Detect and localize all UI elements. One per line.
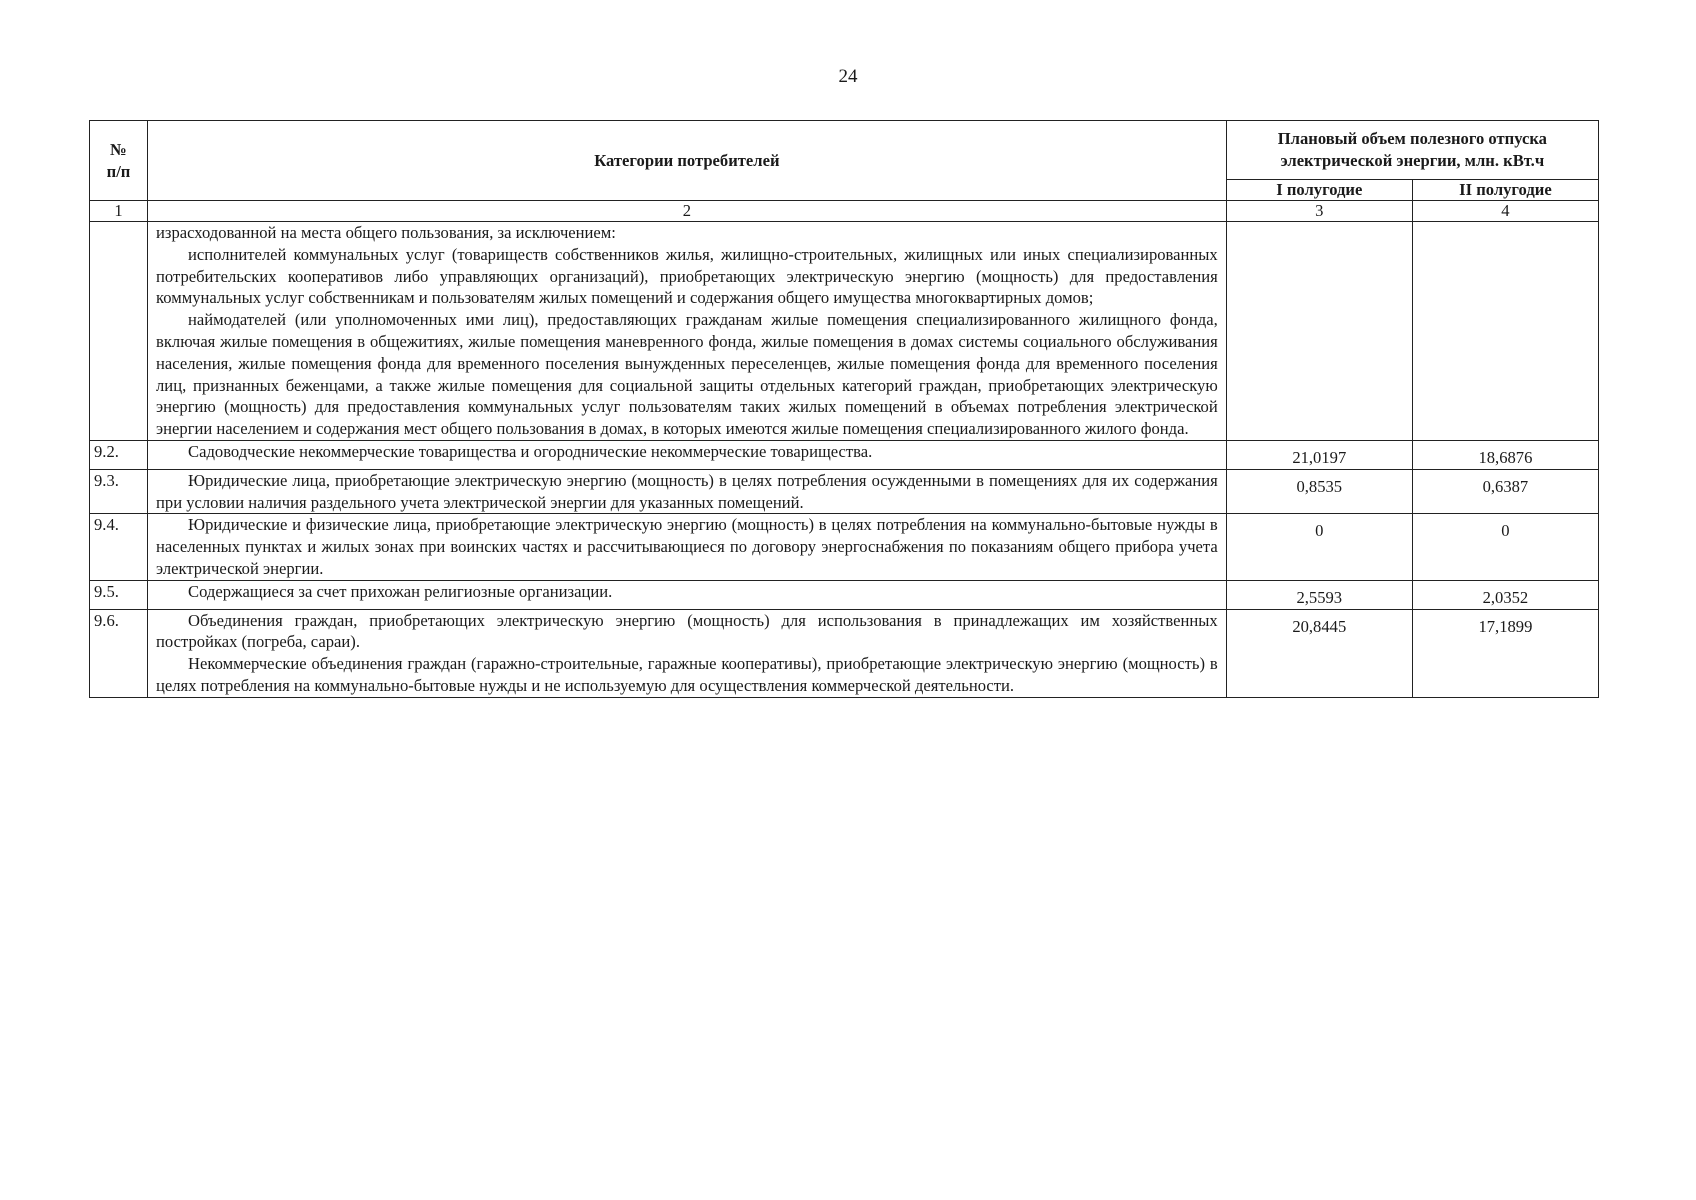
- header-half2-label: II полугодие: [1459, 180, 1552, 199]
- category-paragraph: исполнителей коммунальных услуг (товариществ собственников жилья, жилищно-строительных, жилищных или иных специализированных потребительских кооперативов либо управляющих организаций), приобретающих электрическую энергию (мощность) для предоставления коммунальных услуг собственникам и пользователям жилых помещений и содержания общего имущества многоквартирных домов;: [156, 244, 1218, 308]
- column-index: 3: [1226, 201, 1412, 222]
- row-h2-cell: 0,6387: [1412, 469, 1598, 514]
- row-category-cell: [148, 580, 1227, 609]
- row-h1-cell: 2,5593: [1226, 580, 1412, 609]
- header-half1-label: I полугодие: [1276, 180, 1363, 199]
- header-volume: [1226, 121, 1598, 180]
- table-row-continued: [90, 222, 1599, 441]
- category-paragraph: Садоводческие некоммерческие товарищества и огороднические некоммерческие товарищества.: [188, 441, 873, 461]
- header-category-label: Категории потребителей: [594, 150, 780, 170]
- header-half1: [1226, 180, 1412, 201]
- table-row: [90, 469, 1599, 514]
- row-category-cell: [148, 514, 1227, 580]
- row-h2-cell: 0: [1412, 514, 1598, 580]
- header-half2: [1412, 180, 1598, 201]
- row-h2-cell: [1412, 222, 1598, 441]
- category-paragraph: Некоммерческие объединения граждан (гаражно-строительные, гаражные кооперативы), приобретающие электрическую энергию (мощность) в целях потребления на коммунально-бытовые нужды и не используемую для осуществления коммерческой деятельности.: [156, 654, 1218, 695]
- table-row: [90, 609, 1599, 697]
- category-paragraph: Юридические и физические лица, приобретающие электрическую энергию (мощность) в целях потребления на коммунально-бытовые нужды в населенных пунктах и жилых зонах при воинских частях и рассчитывающиеся по договору энергоснабжения по показаниям общего прибора учета электрической энергии.: [156, 515, 1218, 578]
- category-paragraph: израсходованной на места общего пользования, за исключением:: [156, 223, 616, 242]
- table-row: [90, 514, 1599, 580]
- row-num-cell: 9.6.: [90, 609, 148, 697]
- header-volume-label: Плановый объем полезного отпуска электрической энергии, млн. кВт.ч: [1277, 129, 1547, 170]
- row-h2-cell: 17,1899: [1412, 609, 1598, 697]
- row-h1-cell: [1226, 222, 1412, 441]
- row-h1-cell: 0: [1226, 514, 1412, 580]
- category-paragraph: наймодателей (или уполномоченных ими лиц), предоставляющих гражданам жилые помещения специализированного жилищного фонда, включая жилые помещения в общежитиях, жилые помещения маневренного фонда, жилые помещения в домах системы социального обслуживания населения, жилые помещения фонда для временного поселения вынужденных переселенцев, жилые помещения фонда для временного поселения лиц, признанных беженцами, а также жилые помещения для социальной защиты отдельных категорий граждан, приобретающих электрическую энергию (мощность) для предоставления коммунальных услуг пользователям таких жилых помещений в объемах потребления электрической энергии населением и содержания мест общего пользования в домах, в которых имеются жилые помещения специализированного жилого фонда.: [156, 310, 1218, 439]
- row-num-cell: [90, 222, 148, 441]
- column-index: 1: [90, 201, 148, 222]
- header-category: [148, 121, 1227, 201]
- row-category-cell: [148, 609, 1227, 697]
- row-num-cell: 9.3.: [90, 469, 148, 514]
- header-num: [90, 121, 148, 201]
- table-row: [90, 580, 1599, 609]
- column-index: 4: [1412, 201, 1598, 222]
- consumer-category-table: [89, 120, 1599, 698]
- column-index-row: [90, 201, 1599, 222]
- category-paragraph: Объединения граждан, приобретающих электрическую энергию (мощность) для использования в принадлежащих им хозяйственных постройках (погреба, сараи).: [156, 610, 1218, 652]
- row-num-cell: 9.2.: [90, 440, 148, 469]
- row-num-cell: 9.4.: [90, 514, 148, 580]
- row-h2-cell: 2,0352: [1412, 580, 1598, 609]
- column-index: 2: [148, 201, 1227, 222]
- row-h1-cell: 21,0197: [1226, 440, 1412, 469]
- category-paragraph: Содержащиеся за счет прихожан религиозные организации.: [188, 581, 613, 601]
- category-paragraph: Юридические лица, приобретающие электрическую энергию (мощность) в целях потребления осужденными в помещениях для их содержания при условии наличия раздельного учета электрической энергии для указанных помещений.: [156, 470, 1218, 512]
- row-h1-cell: 0,8535: [1226, 469, 1412, 514]
- row-category-cell: [148, 440, 1227, 469]
- page-number: 24: [838, 66, 858, 87]
- row-category-cell: [148, 469, 1227, 514]
- row-category-cell: [148, 222, 1227, 441]
- row-h1-cell: 20,8445: [1226, 609, 1412, 697]
- table-row: [90, 440, 1599, 469]
- header-num-label: № п/п: [106, 139, 131, 181]
- row-num-cell: 9.5.: [90, 580, 148, 609]
- row-h2-cell: 18,6876: [1412, 440, 1598, 469]
